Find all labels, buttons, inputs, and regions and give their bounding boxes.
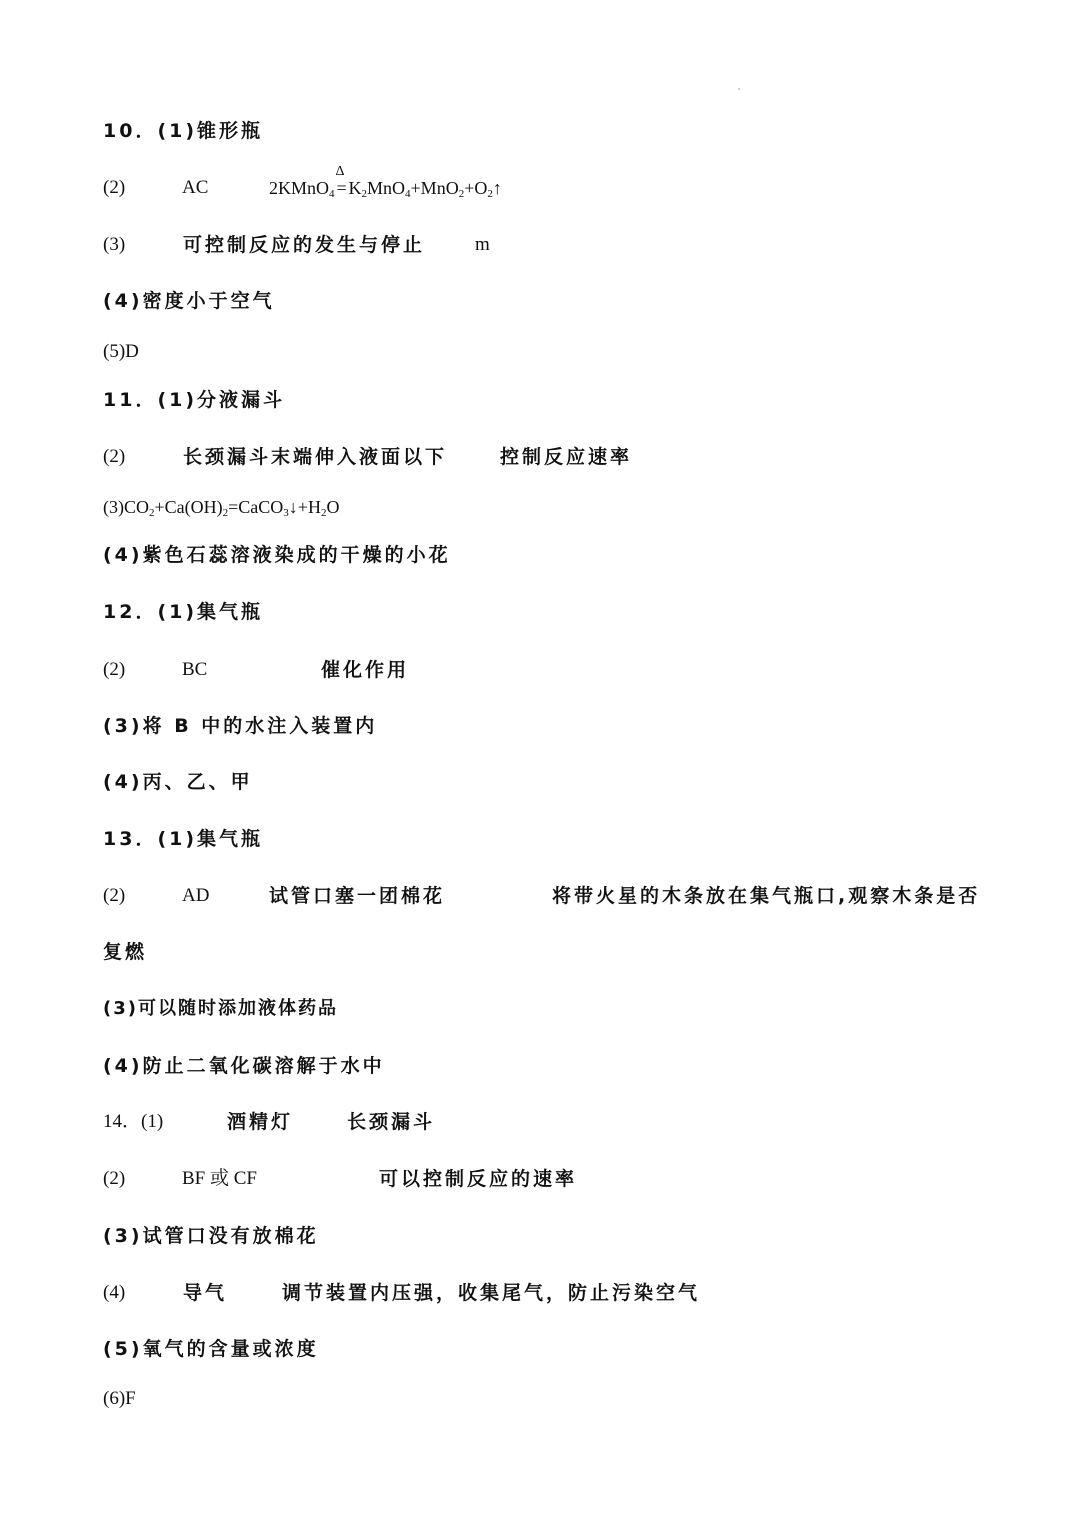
q10-line-5 [103, 337, 139, 367]
q12-line-3 [103, 711, 377, 741]
q14-part5-answer: (5)氧气的含量或浓度 [103, 1338, 319, 1360]
q14-part2-label: (2) [103, 1168, 126, 1189]
q11-part2-label: (2) [103, 446, 126, 467]
q13-part3-answer: (3)可以随时添加液体药品 [103, 998, 338, 1019]
q14-part3-answer: (3)试管口没有放棉花 [103, 1225, 319, 1247]
q10-part5-answer: (5)D [103, 341, 139, 362]
q10-part3-extra: m [475, 234, 490, 255]
q11-part4-answer: (4)紫色石蕊溶液染成的干燥的小花 [103, 544, 451, 566]
q12-part1-answer: 12．(1)集气瓶 [103, 601, 264, 623]
q14-part2-choice: BF 或 CF [182, 1168, 257, 1189]
q13-part2-answer-b: 将带火星的木条放在集气瓶口,观察木条是否 [552, 885, 981, 907]
q10-part3-label: (3) [103, 234, 126, 255]
q10-part2-choice: AC [182, 177, 209, 198]
q13-part1-answer: 13．(1)集气瓶 [103, 828, 264, 850]
q12-line-1 [103, 597, 263, 627]
scan-speck [738, 88, 740, 90]
q11-line-1 [103, 385, 285, 415]
q12-part3-answer: (3)将 B 中的水注入装置内 [103, 715, 378, 737]
q11-equation: $(3)CO_2+Ca(OH)_2=CaCO_3↓+H_2O$ [103, 497, 340, 519]
q10-part1-answer: 10．(1)锥形瓶 [103, 120, 264, 142]
q12-part2-choice: BC [182, 659, 208, 680]
q13-part2-choice: AD [182, 885, 210, 906]
q13-line-1 [103, 824, 263, 854]
gas-arrow-icon: ↑ [492, 178, 502, 198]
q14-part4-answer-b: 调节装置内压强，收集尾气，防止污染空气 [282, 1282, 701, 1304]
q14-line-3 [103, 1221, 319, 1251]
q14-part1-answer-a: 酒精灯 [227, 1111, 294, 1133]
q10-line-1 [103, 116, 263, 146]
q13-part2-label: (2) [103, 885, 126, 906]
q10-part3-answer: 可控制反应的发生与停止 [183, 234, 426, 256]
q13-line-2-continued [103, 937, 147, 967]
q11-part2-answer-b: 控制反应速率 [500, 446, 633, 468]
q13-part4-answer: (4)防止二氧化碳溶解于水中 [103, 1055, 385, 1077]
q14-part6-answer: (6)F [103, 1388, 136, 1409]
q13-part2-answer-b-continued: 复燃 [103, 941, 148, 963]
q13-line-4 [103, 1051, 385, 1081]
q13-line-3 [103, 994, 338, 1024]
q12-part2-answer: 催化作用 [321, 659, 410, 681]
q11-part1-answer: 11．(1)分液漏斗 [103, 389, 286, 411]
q11-line-4 [103, 540, 451, 570]
q10-equation: 2KMnO$_4$ Δ = $K_2MnO_4+MnO_2+O_2↑$ [269, 173, 502, 209]
q14-part1-answer-b: 长颈漏斗 [347, 1111, 436, 1133]
q14-part4-answer-a: 导气 [183, 1282, 228, 1304]
q10-part4-answer: (4)密度小于空气 [103, 290, 275, 312]
q14-part4-label: (4) [103, 1282, 126, 1303]
q11-line-3 [103, 492, 339, 522]
q10-line-4 [103, 286, 275, 316]
q14-line-6 [103, 1384, 136, 1414]
q11-part2-answer-a: 长颈漏斗末端伸入液面以下 [183, 446, 448, 468]
q13-part2-answer-a: 试管口塞一团棉花 [269, 885, 446, 907]
q10-part2-label: (2) [103, 177, 126, 198]
q12-part4-answer: (4)丙、乙、甲 [103, 771, 253, 793]
q12-part2-label: (2) [103, 659, 126, 680]
q12-line-4 [103, 767, 253, 797]
heat-condition-sign: Δ = [335, 164, 347, 198]
q14-part1-label: 14．(1) [103, 1111, 164, 1132]
q14-part2-answer: 可以控制反应的速率 [379, 1168, 578, 1190]
q14-line-5 [103, 1334, 319, 1364]
